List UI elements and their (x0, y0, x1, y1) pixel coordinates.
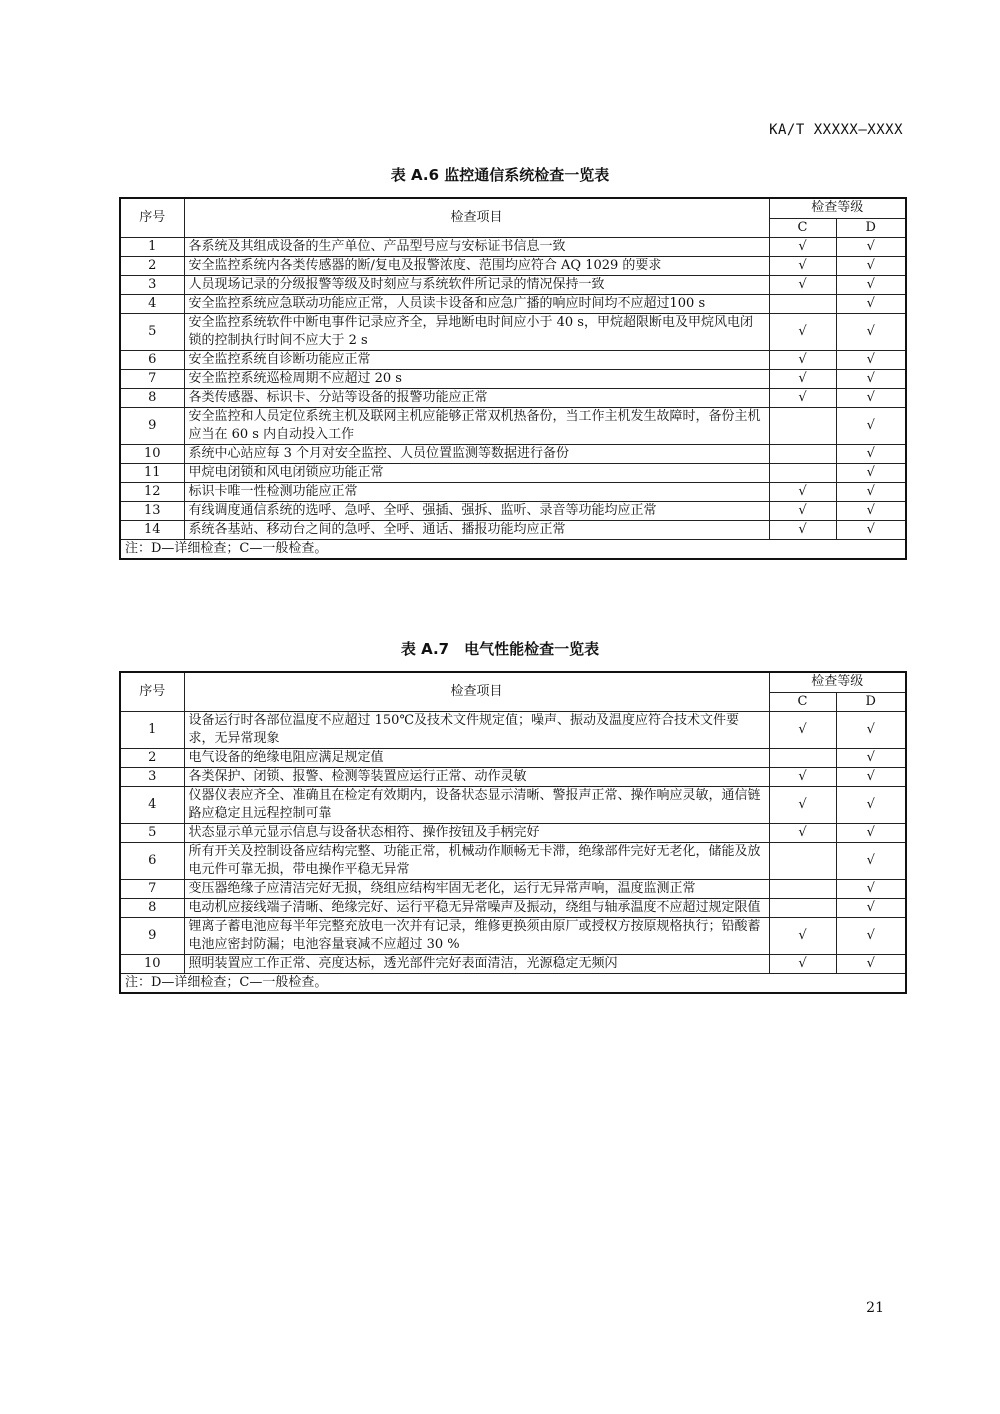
table-row (120, 823, 906, 842)
table-row (120, 444, 906, 463)
header-inspection-level: 检查等级 (769, 198, 906, 218)
row-inspection-item: 各类保护、闭锁、报警、检测等装置应运行正常、动作灵敏 (184, 767, 769, 786)
row-level-c (769, 898, 836, 917)
row-level-c (769, 294, 836, 313)
row-level-d: √ (836, 954, 906, 973)
row-inspection-item: 安全监控系统内各类传感器的断/复电及报警浓度、范围均应符合 AQ 1029 的要求 (184, 256, 769, 275)
row-number: 13 (120, 501, 184, 520)
table-row (120, 388, 906, 407)
row-level-d: √ (836, 237, 906, 256)
row-level-d: √ (836, 711, 906, 748)
row-inspection-item: 电动机应接线端子清晰、绝缘完好、运行平稳无异常噪声及振动，绕组与轴承温度不应超过规定限值 (184, 898, 769, 917)
row-number: 2 (120, 748, 184, 767)
row-number: 8 (120, 388, 184, 407)
row-number: 9 (120, 407, 184, 444)
row-number: 5 (120, 823, 184, 842)
row-number: 2 (120, 256, 184, 275)
table-row (120, 256, 906, 275)
row-level-d: √ (836, 463, 906, 482)
row-inspection-item: 各类传感器、标识卡、分站等设备的报警功能应正常 (184, 388, 769, 407)
row-number: 14 (120, 520, 184, 539)
table-row (120, 898, 906, 917)
row-level-c (769, 879, 836, 898)
row-level-c (769, 842, 836, 879)
header-inspection-item: 检查项目 (184, 198, 769, 237)
table-row (120, 369, 906, 388)
table-row (120, 463, 906, 482)
row-level-d: √ (836, 313, 906, 350)
row-level-c: √ (769, 786, 836, 823)
row-level-c: √ (769, 369, 836, 388)
row-level-c: √ (769, 711, 836, 748)
row-level-c: √ (769, 954, 836, 973)
row-level-c: √ (769, 823, 836, 842)
row-number: 4 (120, 786, 184, 823)
row-inspection-item: 安全监控系统应急联动功能应正常，人员读卡设备和应急广播的响应时间均不应超过100 s (184, 294, 769, 313)
header-inspection-item: 检查项目 (184, 672, 769, 711)
header-level-d: D (836, 692, 906, 711)
table-note-row (120, 973, 906, 993)
row-level-c (769, 407, 836, 444)
row-inspection-item: 甲烷电闭锁和风电闭锁应功能正常 (184, 463, 769, 482)
row-level-d: √ (836, 879, 906, 898)
document-code: KA/T XXXXX—XXXX (769, 122, 903, 138)
table-row (120, 294, 906, 313)
row-number: 6 (120, 842, 184, 879)
row-level-d: √ (836, 369, 906, 388)
row-inspection-item: 电气设备的绝缘电阻应满足规定值 (184, 748, 769, 767)
row-inspection-item: 仪器仪表应齐全、准确且在检定有效期内，设备状态显示清晰、警报声正常、操作响应灵敏，通信链路应稳定且远程控制可靠 (184, 786, 769, 823)
table-row (120, 917, 906, 954)
row-number: 4 (120, 294, 184, 313)
header-serial-number: 序号 (120, 198, 184, 237)
row-level-d: √ (836, 501, 906, 520)
row-inspection-item: 系统中心站应每 3 个月对安全监控、人员位置监测等数据进行备份 (184, 444, 769, 463)
table-a6 (119, 197, 907, 560)
row-level-d: √ (836, 256, 906, 275)
row-number: 5 (120, 313, 184, 350)
table-row (120, 954, 906, 973)
row-inspection-item: 照明装置应工作正常、亮度达标，透光部件完好表面清洁，光源稳定无频闪 (184, 954, 769, 973)
row-level-c: √ (769, 275, 836, 294)
table-row (120, 237, 906, 256)
row-inspection-item: 安全监控系统巡检周期不应超过 20 s (184, 369, 769, 388)
table-row (120, 520, 906, 539)
row-number: 1 (120, 237, 184, 256)
table-row (120, 501, 906, 520)
row-number: 6 (120, 350, 184, 369)
row-number: 3 (120, 275, 184, 294)
row-level-d: √ (836, 482, 906, 501)
row-inspection-item: 状态显示单元显示信息与设备状态相符、操作按钮及手柄完好 (184, 823, 769, 842)
row-inspection-item: 系统各基站、移动台之间的急呼、全呼、通话、播报功能均应正常 (184, 520, 769, 539)
row-level-d: √ (836, 748, 906, 767)
row-number: 10 (120, 444, 184, 463)
header-level-d: D (836, 218, 906, 237)
row-level-d: √ (836, 407, 906, 444)
table-row (120, 786, 906, 823)
row-level-d: √ (836, 898, 906, 917)
row-inspection-item: 安全监控和人员定位系统主机及联网主机应能够正常双机热备份，当工作主机发生故障时，备份主机应当在 60 s 内自动投入工作 (184, 407, 769, 444)
row-number: 7 (120, 369, 184, 388)
row-level-c (769, 463, 836, 482)
row-number: 10 (120, 954, 184, 973)
row-level-d: √ (836, 350, 906, 369)
row-level-d: √ (836, 388, 906, 407)
table-row (120, 407, 906, 444)
row-level-d: √ (836, 520, 906, 539)
row-level-d: √ (836, 275, 906, 294)
row-inspection-item: 有线调度通信系统的选呼、急呼、全呼、强插、强拆、监听、录音等功能均应正常 (184, 501, 769, 520)
table-row (120, 879, 906, 898)
row-level-c (769, 444, 836, 463)
table-row (120, 350, 906, 369)
row-inspection-item: 变压器绝缘子应清洁完好无损，绕组应结构牢固无老化，运行无异常声响，温度监测正常 (184, 879, 769, 898)
row-level-c: √ (769, 256, 836, 275)
row-level-d: √ (836, 444, 906, 463)
row-level-c: √ (769, 482, 836, 501)
row-level-c: √ (769, 917, 836, 954)
table-row (120, 748, 906, 767)
row-level-d: √ (836, 294, 906, 313)
row-inspection-item: 安全监控系统软件中断电事件记录应齐全，异地断电时间应小于 40 s，甲烷超限断电及甲烷风电闭锁的控制执行时间不应大于 2 s (184, 313, 769, 350)
row-inspection-item: 锂离子蓄电池应每半年完整充放电一次并有记录，维修更换须由原厂或授权方按原规格执行；铅酸蓄电池应密封防漏；电池容量衰减不应超过 30 % (184, 917, 769, 954)
row-level-d: √ (836, 842, 906, 879)
row-level-d: √ (836, 823, 906, 842)
row-level-c: √ (769, 501, 836, 520)
row-level-d: √ (836, 767, 906, 786)
row-level-c: √ (769, 350, 836, 369)
row-inspection-item: 各系统及其组成设备的生产单位、产品型号应与安标证书信息一致 (184, 237, 769, 256)
table-a6-caption: 表 A.6 监控通信系统检查一览表 (390, 166, 610, 184)
header-level-c: C (769, 692, 836, 711)
row-level-c: √ (769, 767, 836, 786)
row-number: 9 (120, 917, 184, 954)
table-a7 (119, 671, 907, 994)
row-inspection-item: 人员现场记录的分级报警等级及时刻应与系统软件所记录的情况保持一致 (184, 275, 769, 294)
table-row (120, 842, 906, 879)
row-level-c: √ (769, 520, 836, 539)
table-note-row (120, 539, 906, 559)
row-number: 12 (120, 482, 184, 501)
row-level-c: √ (769, 388, 836, 407)
page-number: 21 (866, 1300, 884, 1316)
row-level-c: √ (769, 313, 836, 350)
row-number: 11 (120, 463, 184, 482)
table-note: 注：D—详细检查；C—一般检查。 (120, 539, 906, 559)
table-row (120, 275, 906, 294)
table-note: 注：D—详细检查；C—一般检查。 (120, 973, 906, 993)
row-level-d: √ (836, 917, 906, 954)
row-inspection-item: 标识卡唯一性检测功能应正常 (184, 482, 769, 501)
header-inspection-level: 检查等级 (769, 672, 906, 692)
row-number: 8 (120, 898, 184, 917)
row-level-c: √ (769, 237, 836, 256)
table-a7-caption: 表 A.7 电气性能检查一览表 (400, 640, 600, 658)
table-row (120, 482, 906, 501)
row-number: 7 (120, 879, 184, 898)
header-serial-number: 序号 (120, 672, 184, 711)
table-row (120, 767, 906, 786)
row-level-d: √ (836, 786, 906, 823)
header-level-c: C (769, 218, 836, 237)
row-level-c (769, 748, 836, 767)
row-number: 1 (120, 711, 184, 748)
row-inspection-item: 设备运行时各部位温度不应超过 150℃及技术文件规定值；噪声、振动及温度应符合技术文件要求，无异常现象 (184, 711, 769, 748)
row-inspection-item: 安全监控系统自诊断功能应正常 (184, 350, 769, 369)
row-number: 3 (120, 767, 184, 786)
table-row (120, 711, 906, 748)
row-inspection-item: 所有开关及控制设备应结构完整、功能正常，机械动作顺畅无卡滞，绝缘部件完好无老化，储能及放电元件可靠无损，带电操作平稳无异常 (184, 842, 769, 879)
table-row (120, 313, 906, 350)
